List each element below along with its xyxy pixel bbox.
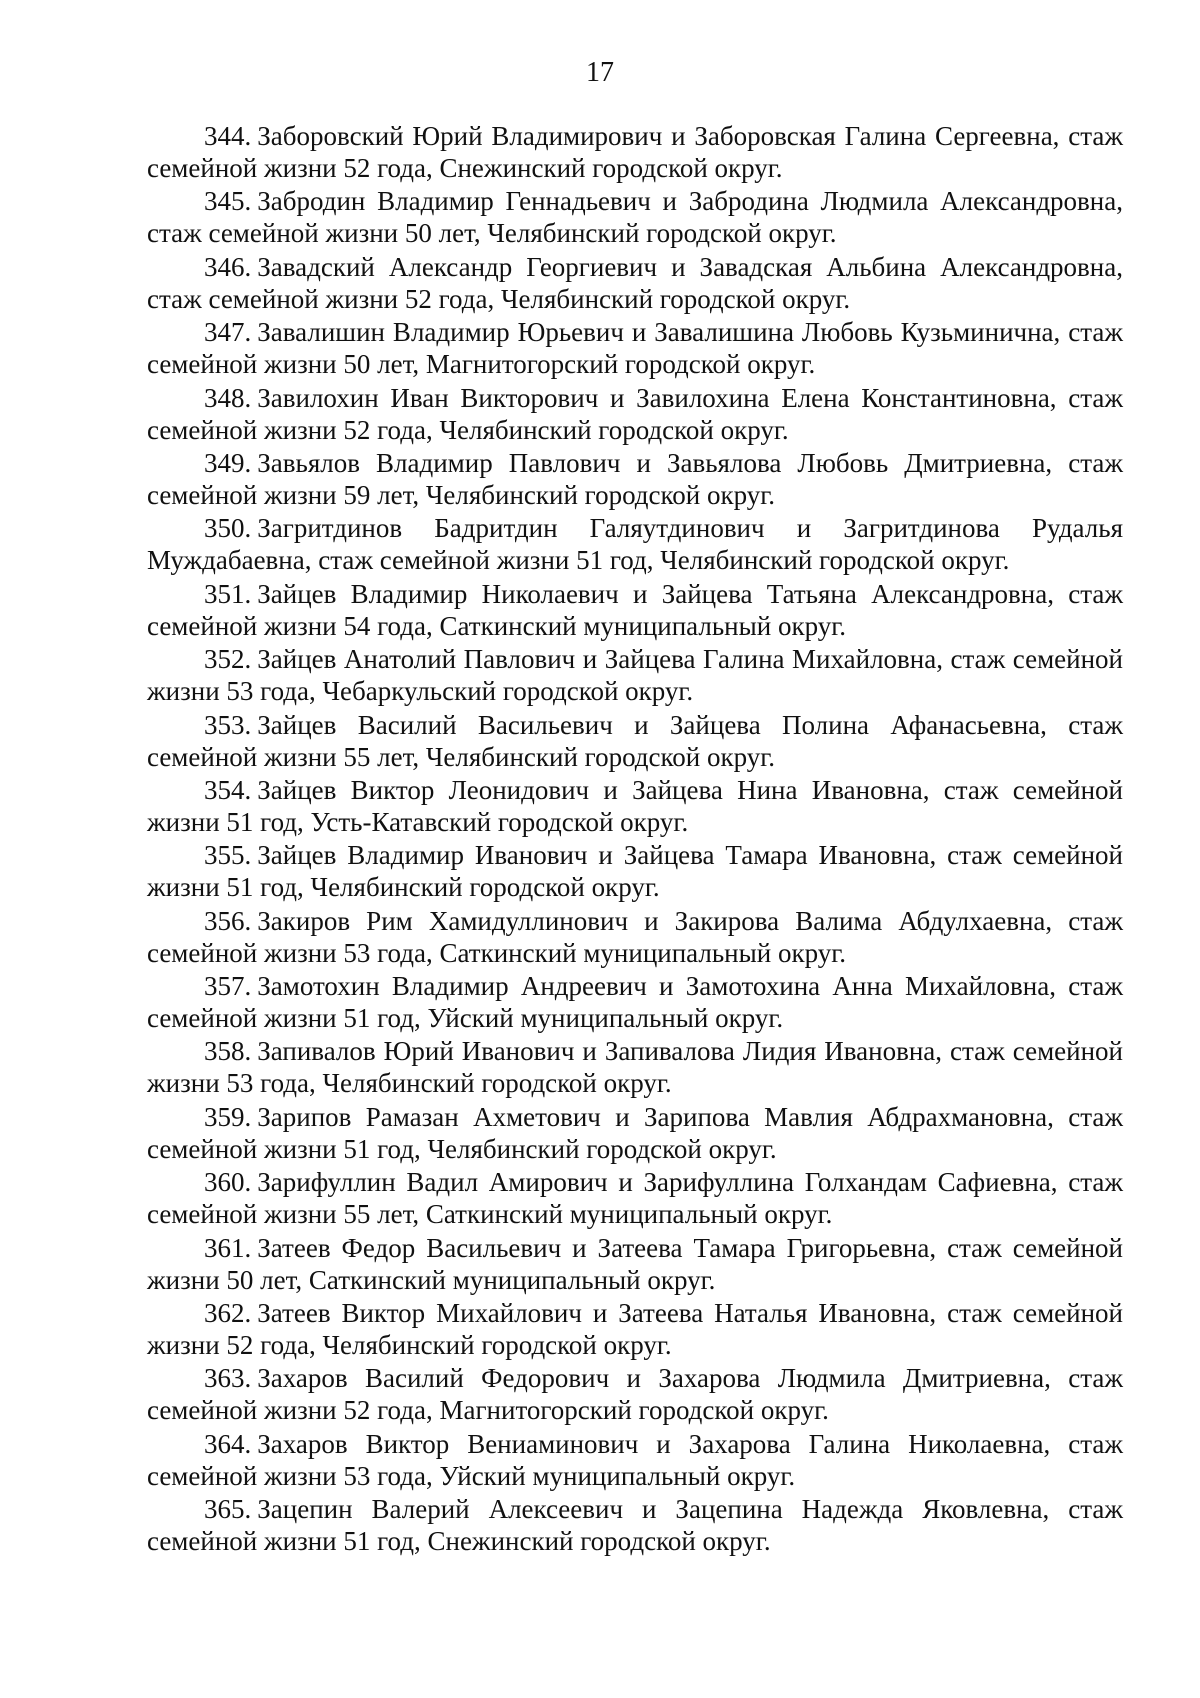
entry-text: Зайцев Владимир Николаевич и Зайцева Татьяна Александровна, стаж семейной жизни 54 года, Саткинский муниципальный округ. (147, 578, 1123, 641)
entry-number: 361. (204, 1232, 252, 1263)
entry-number: 347. (204, 317, 252, 348)
entry-number: 349. (204, 447, 252, 478)
entry-text: Зарипов Рамазан Ахметович и Зарипова Мавлия Абдрахмановна, стаж семейной жизни 51 год, Челябинский городской округ. (147, 1101, 1123, 1164)
list-item (147, 1232, 1123, 1297)
entry-text: Зарифуллин Вадил Амирович и Зарифуллина Голхандам Сафиевна, стаж семейной жизни 55 лет, Саткинский муниципальный округ. (147, 1167, 1123, 1230)
entry-text: Затеев Федор Васильевич и Затеева Тамара Григорьевна, стаж семейной жизни 50 лет, Саткинский муниципальный округ. (147, 1232, 1123, 1295)
entry-text: Зайцев Анатолий Павлович и Зайцева Галина Михайловна, стаж семейной жизни 53 года, Чебаркульский городской округ. (147, 644, 1123, 707)
entry-text: Захаров Виктор Вениаминович и Захарова Галина Николаевна, стаж семейной жизни 53 года, Уйский муниципальный округ. (147, 1428, 1123, 1491)
list-item (147, 709, 1123, 774)
entry-number: 354. (204, 774, 252, 805)
entry-text: Закиров Рим Хамидуллинович и Закирова Валима Абдулхаевна, стаж семейной жизни 53 года, Саткинский муниципальный округ. (147, 905, 1123, 968)
entry-number: 360. (204, 1167, 252, 1198)
entry-text: Затеев Виктор Михайлович и Затеева Наталья Ивановна, стаж семейной жизни 52 года, Челябинский городской округ. (147, 1298, 1123, 1361)
list-item (147, 1362, 1123, 1427)
list-item (147, 643, 1123, 708)
entry-number: 359. (204, 1101, 252, 1132)
list-item (147, 1297, 1123, 1362)
list-item (147, 447, 1123, 512)
entry-text: Завадский Александр Георгиевич и Завадская Альбина Александровна, стаж семейной жизни 52 года, Челябинский городской округ. (147, 251, 1123, 314)
list-item (147, 1428, 1123, 1493)
list-item (147, 1101, 1123, 1166)
entry-text: Завьялов Владимир Павлович и Завьялова Любовь Дмитриевна, стаж семейной жизни 59 лет, Челябинский городской округ. (147, 447, 1123, 510)
list-item (147, 578, 1123, 643)
entry-number: 365. (204, 1494, 252, 1525)
list-item (147, 1035, 1123, 1100)
list-item (147, 1493, 1123, 1558)
entry-text: Запивалов Юрий Иванович и Запивалова Лидия Ивановна, стаж семейной жизни 53 года, Челябинский городской округ. (147, 1036, 1123, 1099)
page-number: 17 (586, 57, 614, 88)
entry-number: 344. (204, 121, 252, 151)
entry-text: Завалишин Владимир Юрьевич и Завалишина Любовь Кузьминична, стаж семейной жизни 50 лет, Магнитогорский городской округ. (147, 317, 1123, 380)
entry-number: 345. (204, 186, 252, 217)
list-item (147, 774, 1123, 839)
entry-number: 363. (204, 1363, 252, 1394)
list-item (147, 251, 1123, 316)
entry-number: 348. (204, 382, 252, 413)
entry-number: 351. (204, 578, 252, 609)
entry-number: 353. (204, 709, 252, 740)
entry-number: 352. (204, 644, 252, 675)
entry-text: Зайцев Владимир Иванович и Зайцева Тамара Ивановна, стаж семейной жизни 51 год, Челябинский городской округ. (147, 840, 1123, 903)
list-item (147, 905, 1123, 970)
entry-text: Зайцев Виктор Леонидович и Зайцева Нина Ивановна, стаж семейной жизни 51 год, Усть-Катавский городской округ. (147, 774, 1123, 837)
entry-text: Загритдинов Бадритдин Галяутдинович и Загритдинова Рудалья Муждабаевна, стаж семейной жизни 51 год, Челябинский городской округ. (147, 513, 1123, 576)
list-item (147, 316, 1123, 381)
entry-text: Зацепин Валерий Алексеевич и Зацепина Надежда Яковлевна, стаж семейной жизни 51 год, Снежинский городской округ. (147, 1494, 1123, 1557)
list-item (147, 185, 1123, 250)
entry-number: 358. (204, 1036, 252, 1067)
entry-number: 357. (204, 971, 252, 1002)
list-item (147, 1166, 1123, 1231)
list-item (147, 512, 1123, 577)
entry-number: 356. (204, 905, 252, 936)
entry-number: 350. (204, 513, 252, 544)
entry-number: 362. (204, 1298, 252, 1329)
list-item (147, 120, 1123, 185)
entry-text: Забродин Владимир Геннадьевич и Забродина Людмила Александровна, стаж семейной жизни 50 лет, Челябинский городской округ. (147, 186, 1123, 249)
entry-text: Заборовский Юрий Владимирович и Заборовская Галина Сергеевна, стаж семейной жизни 52 года, Снежинский городской округ. (147, 121, 1123, 183)
entry-number: 364. (204, 1428, 252, 1459)
entry-text: Замотохин Владимир Андреевич и Замотохина Анна Михайловна, стаж семейной жизни 51 год, Уйский муниципальный округ. (147, 971, 1123, 1034)
list-item (147, 839, 1123, 904)
list-item (147, 970, 1123, 1035)
entry-text: Завилохин Иван Викторович и Завилохина Елена Константиновна, стаж семейной жизни 52 года, Челябинский городской округ. (147, 382, 1123, 445)
entry-list (147, 120, 1123, 1559)
list-item (147, 382, 1123, 447)
entry-number: 346. (204, 251, 252, 282)
entry-text: Зайцев Василий Васильевич и Зайцева Полина Афанасьевна, стаж семейной жизни 55 лет, Челябинский городской округ. (147, 709, 1123, 772)
entry-text: Захаров Василий Федорович и Захарова Людмила Дмитриевна, стаж семейной жизни 52 года, Магнитогорский городской округ. (147, 1363, 1123, 1426)
entry-number: 355. (204, 840, 252, 871)
